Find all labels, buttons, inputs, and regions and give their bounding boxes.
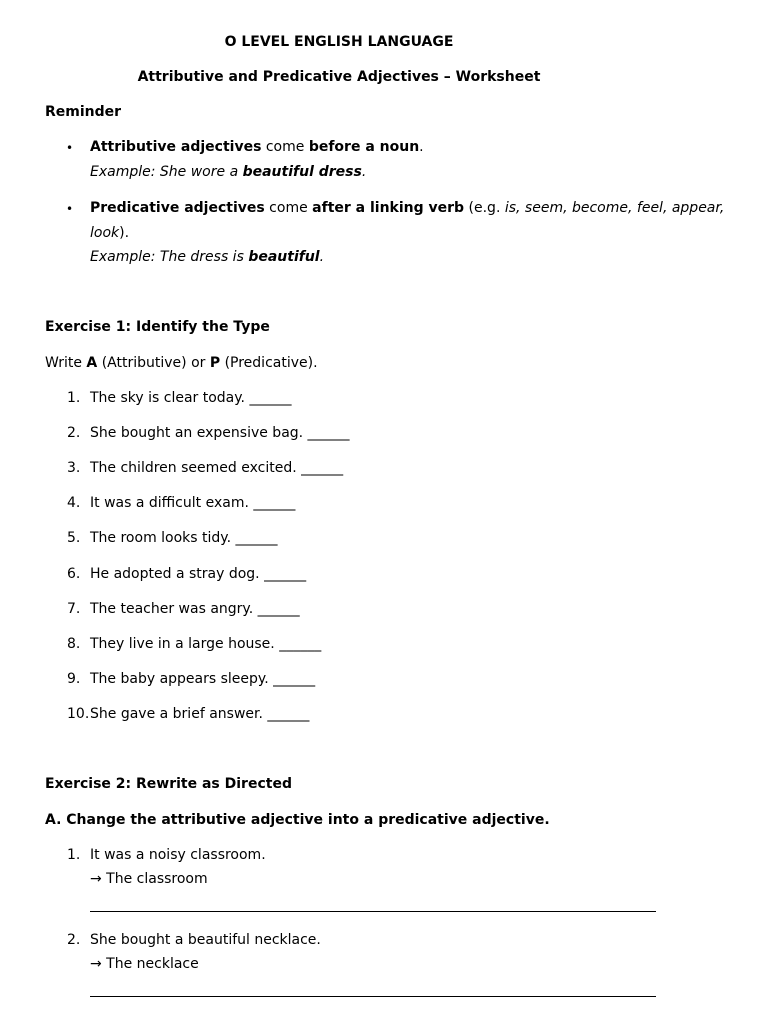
answer-line[interactable] (90, 911, 656, 912)
predicative-rule-cont (90, 225, 129, 242)
item-text: It was a noisy classroom. (90, 847, 266, 863)
predicative-term: Predicative adjectives (90, 200, 265, 216)
attributive-example (90, 164, 366, 181)
item-text: The children seemed excited. ______ (90, 460, 344, 476)
page-title: O LEVEL ENGLISH LANGUAGE (224, 34, 454, 50)
attributive-rule (90, 139, 424, 156)
predicative-eg-verbs-1: is, seem, become, feel, appear, (504, 200, 725, 216)
prompt-text: → The necklace (90, 956, 199, 972)
predicative-example-bold: beautiful (248, 249, 320, 265)
exercise1-heading: Exercise 1: Identify the Type (45, 319, 270, 335)
predicative-eg-verbs-2: look (90, 225, 120, 241)
item-number: 9. (67, 671, 81, 687)
predicative-example-end: . (319, 249, 325, 265)
predicative-eg-open: (e.g. (464, 200, 505, 216)
item-number: 8. (67, 636, 81, 652)
attributive-term: Attributive adjectives (90, 139, 262, 155)
instruction-a: A (86, 355, 98, 371)
item-text: He adopted a stray dog. ______ (90, 566, 307, 582)
attributive-example-end: . (361, 164, 367, 180)
attributive-example-prefix: Example: She wore a (90, 164, 243, 180)
item-number: 3. (67, 460, 81, 476)
exercise2-section-a: A. Change the attributive adjective into a predicative adjective. (45, 812, 550, 828)
exercise1-instruction (45, 355, 318, 372)
predicative-example (90, 249, 324, 266)
item-number: 1. (67, 847, 81, 863)
item-text: She bought an expensive bag. ______ (90, 425, 350, 441)
item-text: It was a difficult exam. ______ (90, 495, 296, 511)
item-number: 6. (67, 566, 81, 582)
instruction-pre: Write (45, 355, 87, 371)
item-text: The sky is clear today. ______ (90, 390, 292, 406)
predicative-eg-close: ). (119, 225, 130, 241)
bullet-dot: • (66, 202, 74, 216)
instruction-mid: (Attributive) or (97, 355, 210, 371)
item-text: She gave a brief answer. ______ (90, 706, 310, 722)
predicative-rule-bold: after a linking verb (312, 200, 465, 216)
item-text: The room looks tidy. ______ (90, 530, 278, 546)
worksheet-subtitle: Attributive and Predicative Adjectives – Worksheet (137, 69, 541, 85)
answer-line[interactable] (90, 996, 656, 997)
attributive-example-bold: beautiful dress (242, 164, 362, 180)
predicative-mid: come (264, 200, 313, 216)
item-number: 2. (67, 425, 81, 441)
exercise2-heading: Exercise 2: Rewrite as Directed (45, 776, 292, 792)
item-text: She bought a beautiful necklace. (90, 932, 321, 948)
attributive-end: . (419, 139, 424, 155)
item-text: They live in a large house. ______ (90, 636, 322, 652)
attributive-mid: come (261, 139, 309, 155)
reminder-heading: Reminder (45, 104, 122, 120)
predicative-rule (90, 200, 724, 217)
predicative-example-prefix: Example: The dress is (90, 249, 249, 265)
item-number: 7. (67, 601, 81, 617)
attributive-rule-bold: before a noun (308, 139, 420, 155)
item-number: 5. (67, 530, 81, 546)
item-number: 10. (67, 706, 90, 722)
item-text: The teacher was angry. ______ (90, 601, 300, 617)
instruction-end: (Predicative). (220, 355, 318, 371)
item-number: 4. (67, 495, 81, 511)
item-number: 2. (67, 932, 81, 948)
prompt-text: → The classroom (90, 871, 208, 887)
instruction-p: P (209, 355, 221, 371)
item-text: The baby appears sleepy. ______ (90, 671, 316, 687)
item-number: 1. (67, 390, 81, 406)
bullet-dot: • (66, 141, 74, 155)
